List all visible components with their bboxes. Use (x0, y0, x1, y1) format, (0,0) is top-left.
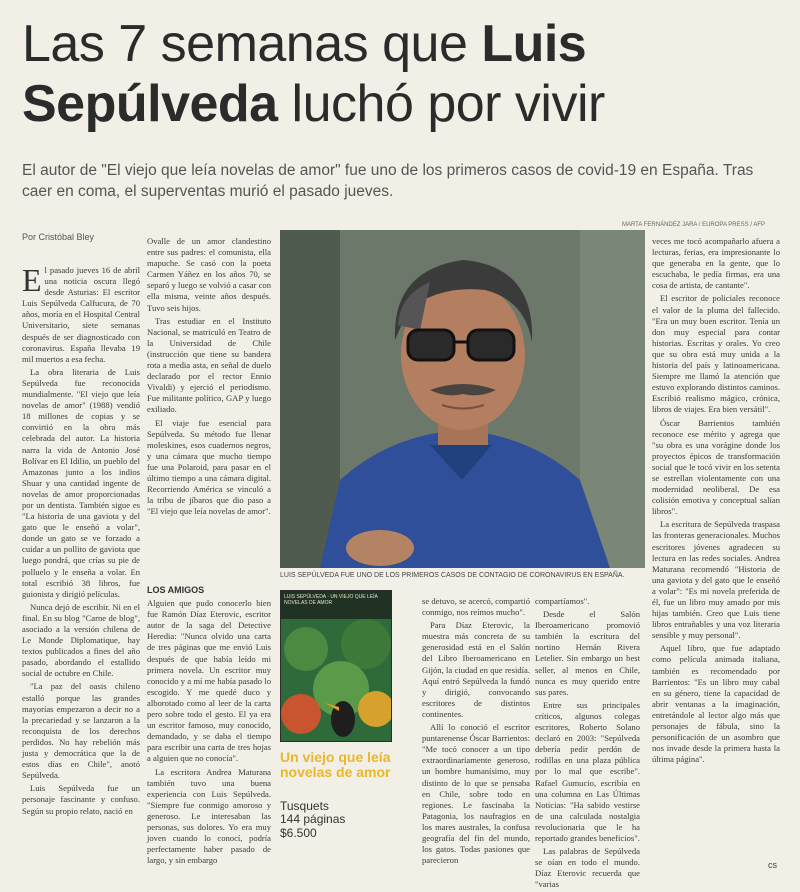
paragraph: Alguien que pudo conocerlo bien fue Ramón Díaz Eterovic, escritor autor de la saga del Detective Heredia: "Nunca olvido una carta de tres páginas que me envió Luis después de que había leído mi primera novela. Un escritor muy conocido y a mí me había pasado lo escogido. Y me quedé duco y alborotado como al leer de la carta pero sobre todo el gesto. El ya era un escritor famoso, muy conocido, demandado, y se daba el tiempo para escribir una carta de tres hojas a alguien que no conocía". (147, 598, 271, 764)
paragraph: Aquel libro, que fue adaptado como película animada italiana, también es recomendado por Barrientos: "Es un libro muy cabal en su género, tiene la capacidad de abrir ventanas a la imaginación, entretándole al lector algo más que personajes de fábula, sino la personificación de un asombro que nos invade desde la primera hasta la última página". (652, 643, 780, 765)
headline-bold-2: Sepúlveda (22, 75, 278, 133)
paragraph: Ovalle de un amor clandestino entre sus padres: el comunista, ella mapuche. Se casó con la poeta Carmen Yáñez en los años 70, se separó y luego se volvió a casar con ella misma, veinte años después. Tuvo seis hijos. (147, 236, 271, 313)
subheadline: El autor de "El viejo que leía novelas de amor" fue uno de los primeros casos de covid-19 en España. Tras caer en coma, el superventas murió el pasado jueves. (22, 162, 754, 200)
article-column-3 (422, 596, 530, 868)
book-pages: 144 páginas (280, 812, 346, 826)
book-title: Un viejo que leía novelas de amor (280, 749, 391, 780)
author-photo (280, 230, 645, 568)
headline-light-2: luchó por vivir (277, 75, 605, 133)
paragraph: La escritora Andrea Maturana también tuvo una buena experiencia con Luis Sepúlveda. "Siempre fue conmigo amoroso y generoso. Le interesaban las personas, sus dolores. Yo era muy joven cuando lo conocí, podría perfectamente haber pasado de largo, y sin embargo (147, 766, 271, 866)
headline-light-1: Las 7 semanas que (22, 15, 482, 73)
headline (22, 14, 782, 134)
article-column-5 (652, 236, 780, 767)
paragraph: Las palabras de Sepúlveda se oían en todo el mundo. Díaz Eterovic recuerda que "varias (535, 846, 640, 890)
paragraph: veces me tocó acompañarlo afuera a lecturas, ferias, era impresionante lo que generaba en la gente, que lo escuchaba, le pedía firmas, era una cosa de artista, de cantante". (652, 236, 780, 291)
author-portrait-illustration (280, 230, 645, 568)
paragraph: La escritura de Sepúlveda traspasa las fronteras generacionales. Muchos escritores jóvenes agradecen su lectura en las redes sociales. Andrea Maturana recomendó "Historia de una gaviota y del gato que le enseñó a volar": "Es mi novela preferida de él, fue un libro muy amado por mis hijas también. Creo que Luis tiene libros entrañables y una voz literaria sensible y muy personal". (652, 519, 780, 641)
lead-paragraph (22, 262, 140, 365)
paragraph-text: l pasado jueves 16 de abril una noticia oscura llegó desde Asturias: El escritor Luis Sepúlveda Calfucura, de 70 años, moría en el Hospital Central Universitario, siete semanas después de ser diagnosticado con coronavirus. España llevaba 19 mil muertos a esa fecha. (22, 265, 140, 364)
paragraph: El viaje fue esencial para Sepúlveda. Su método fue llenar moleskines, esos cuadernos negros, y una cámara que mucho tiempo fue una Polaroid, para pasar en el último tiempo a una cámara digital. Recorriendo América se vinculó a la tribu de jíbaros que dio paso a "El viejo que leía novelas de amor". (147, 417, 271, 517)
book-publisher: Tusquets (280, 799, 329, 813)
photo-caption: LUIS SEPÚLVEDA FUE UNO DE LOS PRIMEROS CASOS DE CONTAGIO DE CORONAVIRUS EN ESPAÑA. (280, 572, 625, 579)
paragraph: La obra literaria de Luis Sepúlveda fue reconocida mundialmente. "El viejo que leía novelas de amor" (1988) vendió 18 millones de copias y se convirtió en la obra más celebrada del autor. La historia narra la vida de Antonio José Bolívar en El Idilio, un pueblo del Amazonas junto a los indios Shuar y una cantidad ingente de novelas de amor proporcionadas por un dentista. También sigue es "La historia de una gaviota y del gato que le enseñó a volar", donde un gato se ve forzado a cuidar a un pollito de gaviota que luego pondrá, que crías su pie de polluelo y le enseña a volar. En total escribió 38 libros, fue guionista y dirigió películas. (22, 366, 140, 599)
paragraph: Desde el Salón Iberoamericano promovió también la escritura del nortino Hernán Rivera Letelier. Sin embargo un best seller, al menos en Chile, nunca es muy querido entre sus pares. (535, 609, 640, 697)
article-column-4 (535, 596, 640, 892)
book-info-box (280, 590, 414, 854)
paragraph: Entre sus principales críticos, algunos colegas escritores, Roberto Solano declaró en 2003: "Sepúlveda debería pedir perdón de rodillas en una plaza pública por lo mal que escribe". Rafael Gumucio, escribía en una columna en Las Últimas Noticias: "Ha sabido vestirse de una calculada nostalgia revolucionaria que le ha reportado grandes beneficios". (535, 699, 640, 843)
drop-cap: E (22, 262, 42, 298)
headline-bold-1: Luis (481, 15, 587, 73)
headline-line-1 (22, 14, 782, 74)
article-end-mark: cs (768, 860, 777, 870)
headline-line-2 (22, 74, 782, 134)
paragraph: El escritor de policiales reconoce el valor de la pluma del fallecido. "Era un muy buen escritor. Tenía un don muy especial para contar historias. Escritas y orales. Yo creo que su obra está muy unida a la historia del país y latinoamericana. Siempre me llamó la atención que estuvo explorando distintos caminos. Escribió realismo mágico, crónica, libros de viajes. Era bien versátil". (652, 293, 780, 415)
paragraph: Óscar Barrientos también reconoce ese mérito y agrega que "su obra es una vorágine donde los proyectos épicos de transformación social que le tocó vivir en los setenta se estrellan violentamente con una modernidad neoliberal. De esa colisión emotiva y conceptual salían libros". (652, 417, 780, 517)
photo-credit: MARTA FERNÁNDEZ JARA / EUROPA PRESS / AFP (621, 222, 765, 228)
article-column-2 (147, 236, 271, 519)
article-column-1 (22, 262, 140, 819)
paragraph: Allí lo conoció el escritor puntarenense Óscar Barrientos: "Me tocó conocer a un tipo extraordinariamente generoso, un hombre humanísimo, muy distinto de lo que se pensaba en Chile, sobre todo en regiones. Le fascinaba la Patagonia, los naufragios en los mares australes, la confusa geografía del fin del mundo, los gatos. Todas pasiones que parecieron (422, 722, 530, 866)
section-heading: LOS AMIGOS (147, 585, 205, 595)
paragraph: compartíamos". (535, 596, 590, 606)
article-column-2-lower (147, 582, 271, 868)
paragraph: Tras estudiar en el Instituto Nacional, se matriculó en Teatro de la Universidad de Chile (instrucción que tiene su bandera rota a media asta, en señal de duelo declarado por el rector Ennio Vivaldi) y ejerció el periodismo. Fue militante político, GAP y luego exiliado. (147, 315, 271, 415)
paragraph: Luis Sepúlveda fue un personaje fascinante y confuso. Según su propio relato, nació en (22, 783, 140, 816)
book-cover (280, 590, 392, 742)
book-price: $6.500 (280, 826, 317, 840)
paragraph: Nunca dejó de escribir. Ni en el final. En su blog "Carne de blog", asociado a la versión chilena de Le Monde Diplomatique, hay textos publicados a fines del año pasado, abordando el estallido social de octubre en Chile. (22, 601, 140, 679)
book-cover-illustration (281, 619, 391, 741)
book-cover-text: LUIS SEPÚLVEDA · UN VIEJO QUE LEÍA NOVELAS DE AMOR (281, 591, 391, 619)
paragraph: se detuvo, se acercó, compartió conmigo, nos reímos mucho". (422, 596, 530, 618)
paragraph: "La paz del oasis chileno estalló porque las grandes mayorías empezaron a decir no a la precariedad y se lanzaron a la reconquista de los derechos perdidos. No hay rebelión más justa y democrática que la de estos días en Chile", anotó Sepúlveda. (22, 681, 140, 781)
paragraph: Para Díaz Eterovic, la muestra más concreta de su generosidad está en el Salón del Libro Iberoamericano en Gijón, la ciudad en que residía. Aquí entró Sepúlveda la fundó y dirigió, convocando escritores de distintos continentes. (422, 620, 530, 719)
byline: Por Cristóbal Bley (22, 232, 95, 242)
